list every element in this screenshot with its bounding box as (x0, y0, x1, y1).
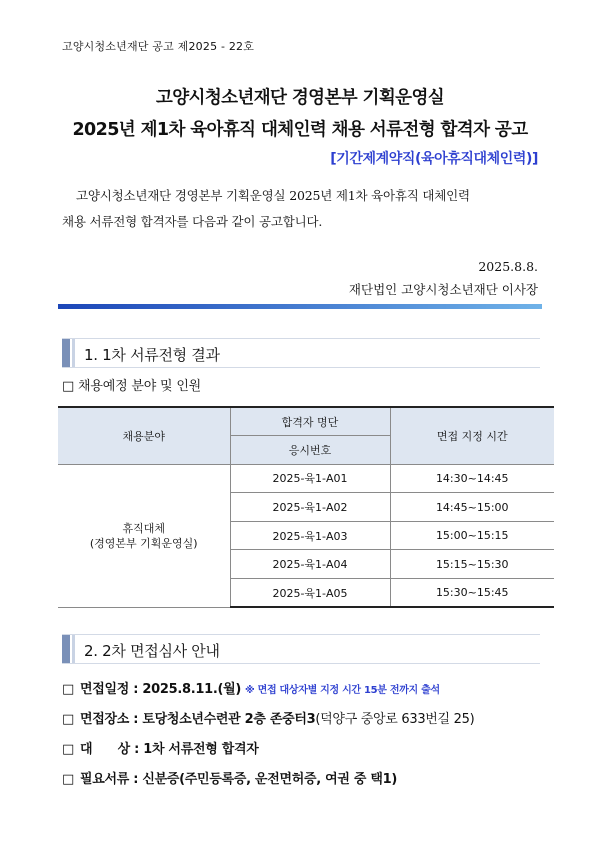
info-target (62, 738, 258, 757)
checkbox-symbol: □ (62, 772, 74, 787)
section-2-title: 2. 2차 면접심사 안내 (84, 642, 220, 660)
place-address: (덕양구 중앙로 633번길 25) (315, 712, 475, 727)
header-interview-time: 면접 지정 시간 (390, 407, 554, 464)
interview-time: 15:15~15:30 (390, 550, 554, 579)
section-1-header (62, 338, 540, 368)
section-1-subheading: □ 채용예정 분야 및 인원 (62, 379, 202, 394)
documents-label: 필요서류 : 신분증(주민등록증, 운전면허증, 여권 중 택1) (79, 772, 397, 787)
blue-divider (58, 304, 542, 309)
schedule-label: 면접일정 : 2025.8.11.(월) (79, 682, 242, 697)
target-label: 대 상 : 1차 서류전형 합격자 (79, 742, 259, 757)
exam-number: 2025-육1-A03 (230, 521, 390, 550)
interview-time: 14:30~14:45 (390, 464, 554, 493)
field-cell (58, 464, 230, 607)
section-bar (62, 635, 70, 663)
exam-number: 2025-육1-A05 (230, 579, 390, 608)
header-pass-list: 합격자 명단 (230, 407, 390, 436)
section-bar-accent (72, 339, 75, 367)
section-2-header (62, 634, 540, 664)
section-1-title: 1. 1차 서류전형 결과 (84, 346, 220, 364)
table-row (58, 464, 554, 493)
exam-number: 2025-육1-A04 (230, 550, 390, 579)
info-schedule (62, 678, 440, 697)
section-bar-accent (72, 635, 75, 663)
document-number: 고양시청소년재단 공고 제2025 - 22호 (62, 40, 255, 53)
info-documents (62, 768, 397, 787)
checkbox-symbol: □ (62, 712, 74, 727)
announcement-date: 2025.8.8. (478, 259, 538, 274)
header-exam-number: 응시번호 (230, 436, 390, 465)
header-field: 채용분야 (58, 407, 230, 464)
body-line-2: 채용 서류전형 합격자를 다음과 같이 공고합니다. (62, 214, 323, 229)
exam-number: 2025-육1-A01 (230, 464, 390, 493)
field-name: 휴직대체 (122, 521, 165, 535)
checkbox-symbol: □ (62, 682, 74, 697)
info-place (62, 708, 474, 727)
body-paragraph (62, 183, 542, 235)
interview-time: 15:30~15:45 (390, 579, 554, 608)
place-label: 면접장소 : 토당청소년수련관 2층 존중터3 (79, 712, 316, 727)
result-table (58, 406, 554, 608)
checkbox-symbol: □ (62, 742, 74, 757)
title-line-2: 2025년 제1차 육아휴직 대체인력 채용 서류전형 합격자 공고 (72, 120, 528, 140)
title-line-1: 고양시청소년재단 경영본부 기획운영실 (155, 88, 445, 108)
body-line-1: 고양시청소년재단 경영본부 기획운영실 2025년 제1차 육아휴직 대체인력 (76, 188, 470, 203)
section-bar (62, 339, 70, 367)
exam-number: 2025-육1-A02 (230, 493, 390, 522)
schedule-note: ※ 면접 대상자별 지정 시간 15분 전까지 출석 (245, 685, 440, 696)
signer: 재단법인 고양시청소년재단 이사장 (348, 282, 538, 297)
interview-time: 15:00~15:15 (390, 521, 554, 550)
field-department: (경영본부 기획운영실) (89, 536, 198, 550)
interview-time: 14:45~15:00 (390, 493, 554, 522)
subtitle: [기간제계약직(육아휴직대체인력)] (330, 151, 538, 167)
